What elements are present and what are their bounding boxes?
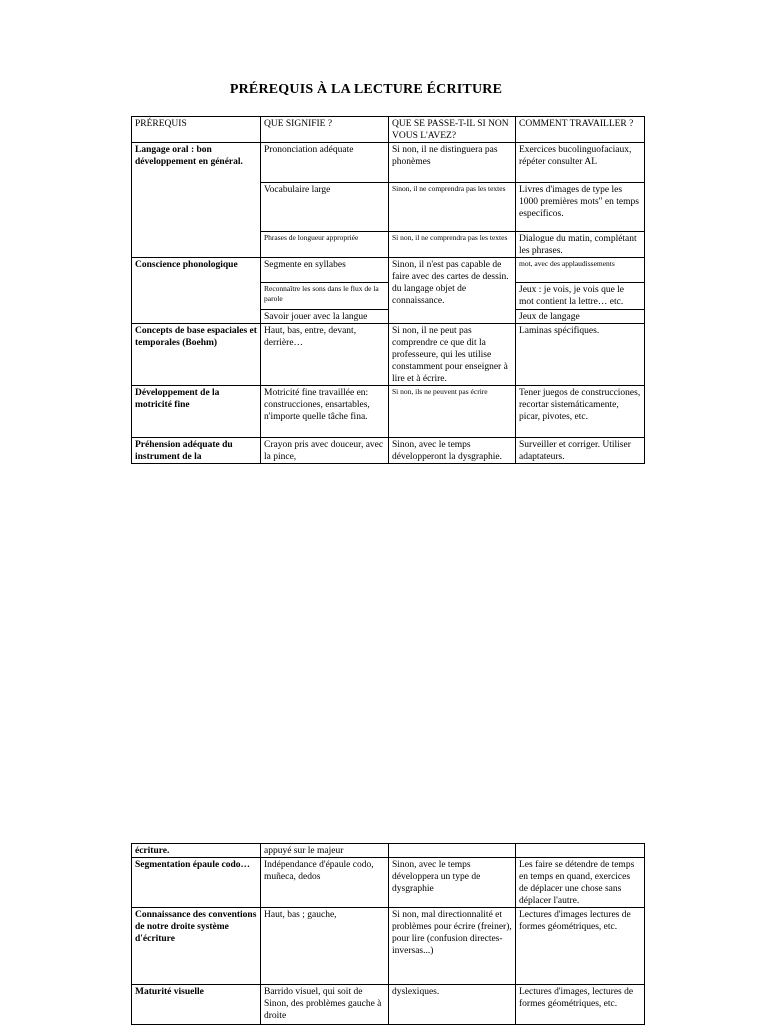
prerequisites-table-part-2 [131,843,645,1025]
method-applaudissements: mot, avec des applaudissements [516,258,645,283]
method-laminas: Laminas spécifiques. [516,324,645,386]
empty-cell [389,844,516,858]
meaning-majeur: appuyé sur le majeur [261,844,389,858]
header-travailler: COMMENT TRAVAILLER ? [516,117,645,143]
consequence-professeure: Si non, il ne peut pas comprendre ce que dit la professeure, qui les utilise constamment pour enseigner à lire et à écrire. [389,324,516,386]
method-juegos: Tener juegos de construcciones, recortar sistemáticamente, picar, pivotes, etc. [516,386,645,438]
method-jeux-je-vois: Jeux : je vois, je vois que le mot contient la lettre… etc. [516,283,645,310]
method-lectures-images-2: Lectures d'images, lectures de formes géométriques, etc. [516,985,645,1025]
meaning-phrases: Phrases de longueur appropriée [261,232,389,258]
meaning-sons: Reconnaître les sons dans le flux de la parole [261,283,389,310]
consequence-textes-2: Si non, il ne comprendra pas les textes [389,232,516,258]
category-prehension: Préhension adéquate du instrument de la [132,438,261,464]
header-prerequis: PRÉREQUIS [132,117,261,143]
method-dialogue: Dialogue du matin, complétant les phrases. [516,232,645,258]
method-detendre: Les faire se détendre de temps en temps en quand, exercices de déplacer une chose sans déplacer l'autre. [516,858,645,908]
prerequisites-table-part-1 [131,116,645,464]
meaning-motricite: Motricité fine travaillée en: construcciones, ensartables, n'importe quelle tâche fina. [261,386,389,438]
category-conscience-phonologique: Conscience phonologique [132,258,261,324]
method-exercices: Exercices bucolinguofaciaux, répéter consulter AL [516,143,645,183]
page-title: PRÉREQUIS À LA LECTURE ÉCRITURE [229,82,503,97]
consequence-directionnalite: Si non, mal directionnalité et problèmes pour écrire (freiner), pour lire (confusion directes-inversas...) [389,908,516,985]
meaning-independance: Indépendance d'épaule codo, muñeca, dedos [261,858,389,908]
category-conventions: Connaissance des conventions de notre droite système d'écriture [132,908,261,985]
method-livres-images: Livres d'images de type les 1000 premières mots" en temps específicos. [516,183,645,232]
method-lectures-images: Lectures d'images lectures de formes géométriques, etc. [516,908,645,985]
meaning-crayon: Crayon pris avec douceur, avec la pince, [261,438,389,464]
category-maturite-visuelle: Maturité visuelle [132,985,261,1025]
consequence-phonemes: Si non, il ne distinguera pas phonèmes [389,143,516,183]
category-motricite-fine: Développement de la motricité fine [132,386,261,438]
category-concepts-base: Concepts de base espaciales et temporales (Boehm) [132,324,261,386]
meaning-haut-bas-gauche: Haut, bas ; gauche, [261,908,389,985]
meaning-haut-bas: Haut, bas, entre, devant, derrière… [261,324,389,386]
meaning-jouer-langue: Savoir jouer avec la langue [261,310,389,324]
header-consequence: QUE SE PASSE-T-IL SI NON VOUS L'AVEZ? [389,117,516,143]
meaning-syllabes: Segmente en syllabes [261,258,389,283]
consequence-textes: Sinon, il ne comprendra pas les textes [389,183,516,232]
category-prehension-cont: écriture. [132,844,261,858]
consequence-type-dysgraphie: Sinon, avec le temps développera un type de dysgraphie [389,858,516,908]
method-surveiller: Surveiller et corriger. Utiliser adaptateurs. [516,438,645,464]
category-segmentation: Segmentation épaule codo… [132,858,261,908]
header-signifie: QUE SIGNIFIE ? [261,117,389,143]
consequence-dysgraphie: Sinon, avec le temps développeront la dysgraphie. [389,438,516,464]
category-langage-oral: Langage oral : bon développement en général. [132,143,261,258]
method-jeux-langage: Jeux de langage [516,310,645,324]
meaning-prononciation: Prononciation adéquate [261,143,389,183]
consequence-dyslexiques: dyslexiques. [389,985,516,1025]
consequence-langage-objet: Sinon, il n'est pas capable de faire avec des cartes de dessin. du langage objet de connaissance. [389,258,516,324]
meaning-vocabulaire: Vocabulaire large [261,183,389,232]
consequence-ecrire: Si non, ils ne peuvent pas écrire [389,386,516,438]
empty-cell [516,844,645,858]
meaning-barrido: Barrido visuel, qui soit de Sinon, des problèmes gauche à droite [261,985,389,1025]
